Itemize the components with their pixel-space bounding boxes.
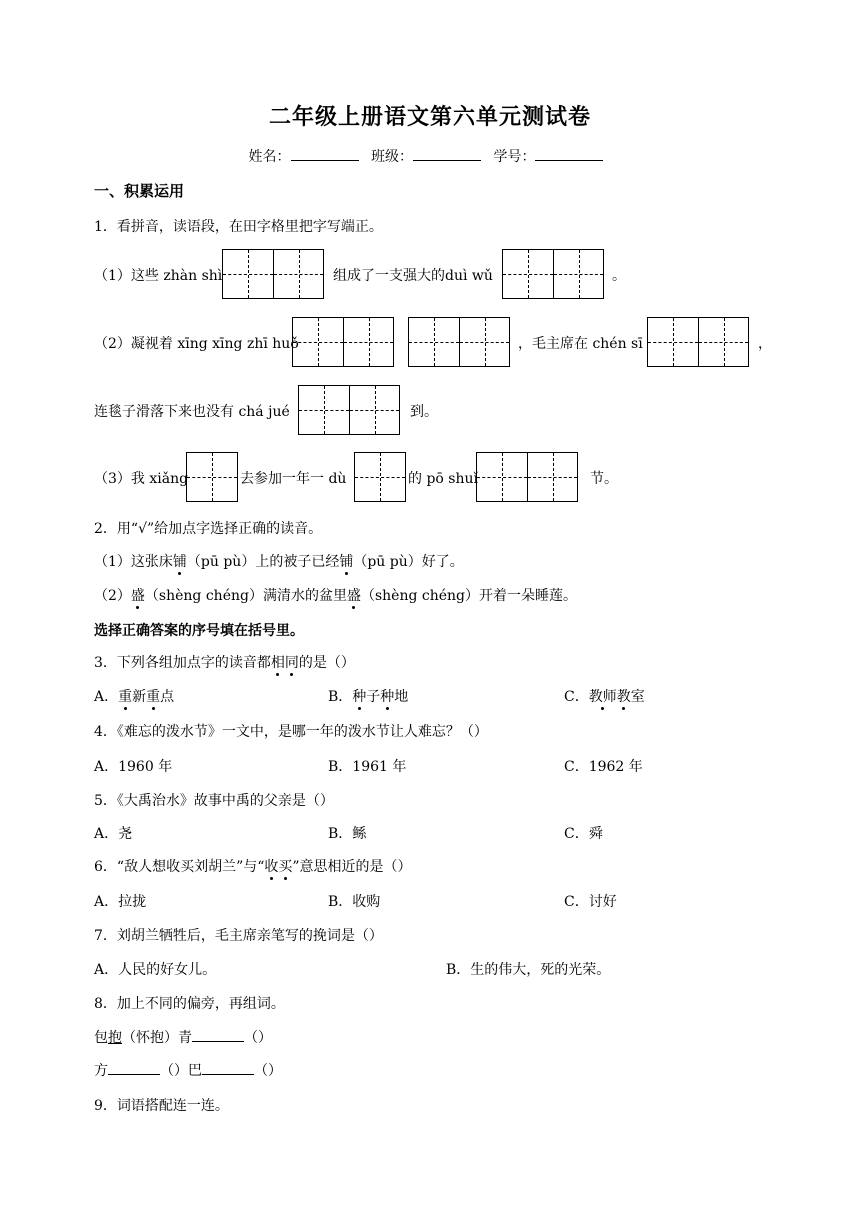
q1-p2-text-e: 到。 bbox=[410, 404, 438, 420]
q4-option-c[interactable]: C．1962 年 bbox=[564, 759, 643, 775]
dotted-char: 铺 bbox=[173, 551, 187, 571]
q1-p1-text-b: 组成了一支强大的duì wǔ bbox=[333, 268, 493, 284]
q1-p3-text-a: （3）我 xiǎng bbox=[94, 471, 189, 487]
name-blank[interactable] bbox=[291, 148, 359, 161]
question-3-stem: 3．下列各组加点字的读音都相同的是（） bbox=[94, 652, 355, 672]
q1-p2-text-b: ，毛主席在 chén sī bbox=[518, 336, 643, 352]
dotted-char: 盛 bbox=[347, 585, 361, 605]
class-label: 班级： bbox=[371, 149, 413, 165]
q7-option-b[interactable]: B．生的伟大，死的光荣。 bbox=[446, 962, 611, 978]
name-label: 姓名： bbox=[248, 149, 291, 165]
q8-line-2: 方 （）巴 （） bbox=[94, 1063, 282, 1079]
instruction: 选择正确答案的序号填在括号里。 bbox=[94, 623, 304, 639]
question-9-stem: 9．词语搭配连一连。 bbox=[94, 1098, 229, 1114]
section-heading: 一、积累运用 bbox=[94, 182, 185, 200]
number-label: 学号： bbox=[493, 149, 536, 165]
tianzige-zhihuo[interactable] bbox=[408, 317, 510, 367]
question-1-stem: 1．看拼音，读语段，在田字格里把字写端正。 bbox=[94, 219, 383, 235]
q5-option-b[interactable]: B．鲧 bbox=[328, 826, 367, 842]
question-6-stem: 6．“敌人想收买刘胡兰”与“收买”意思相近的是（） bbox=[94, 856, 412, 876]
answer-blank[interactable] bbox=[192, 1029, 244, 1042]
answer-blank[interactable] bbox=[108, 1062, 160, 1075]
tianzige-xingxing[interactable] bbox=[292, 317, 394, 367]
q1-p1-text-c: 。 bbox=[612, 268, 626, 284]
class-blank[interactable] bbox=[413, 148, 481, 161]
student-info bbox=[0, 146, 860, 166]
q3-option-a[interactable]: A．重新重点 bbox=[94, 686, 174, 706]
tianzige-chensi[interactable] bbox=[647, 317, 749, 367]
q2-line-2: （2）盛（shèng chéng）满清水的盆里盛（shèng chéng）开着一朵睡莲。 bbox=[94, 585, 577, 605]
question-4-stem: 4．《难忘的泼水节》一文中，是哪一年的泼水节让人难忘？（） bbox=[94, 724, 488, 740]
q5-option-c[interactable]: C．舜 bbox=[564, 826, 603, 842]
q1-p2-text-a: （2）凝视着 xīng xīng zhī huǒ bbox=[94, 336, 299, 352]
tianzige-zhanshi[interactable] bbox=[222, 249, 324, 299]
q8-line-1: 包抱（怀抱）青 （） bbox=[94, 1030, 272, 1046]
q1-p3-text-c: 的 pō shuǐ bbox=[408, 471, 478, 487]
q1-p1-text-a: （1）这些 zhàn shì bbox=[94, 268, 223, 284]
question-8-stem: 8．加上不同的偏旁，再组词。 bbox=[94, 996, 285, 1012]
tianzige-xiang[interactable] bbox=[186, 452, 238, 502]
page-title: 二年级上册语文第六单元测试卷 bbox=[268, 104, 591, 130]
q5-option-a[interactable]: A．尧 bbox=[94, 826, 133, 842]
q3-option-b[interactable]: B．种子种地 bbox=[328, 686, 408, 706]
number-blank[interactable] bbox=[535, 148, 603, 161]
q4-option-b[interactable]: B．1961 年 bbox=[328, 759, 407, 775]
q6-option-a[interactable]: A．拉拢 bbox=[94, 894, 147, 910]
question-7-stem: 7．刘胡兰牺牲后，毛主席亲笔写的挽词是（） bbox=[94, 928, 383, 944]
q1-p3-text-d: 节。 bbox=[590, 471, 618, 487]
tianzige-duiwu[interactable] bbox=[502, 249, 604, 299]
question-5-stem: 5．《大禹治水》故事中禹的父亲是（） bbox=[94, 793, 334, 809]
q6-option-c[interactable]: C．讨好 bbox=[564, 894, 617, 910]
dotted-char: 盛 bbox=[131, 585, 145, 605]
tianzige-poshui[interactable] bbox=[476, 452, 578, 502]
tianzige-du[interactable] bbox=[354, 452, 406, 502]
dotted-char: 铺 bbox=[339, 551, 353, 571]
q2-line-1: （1）这张床铺（pū pù）上的被子已经铺（pū pù）好了。 bbox=[94, 551, 464, 571]
q1-p3-text-b: 去参加一年一 dù bbox=[240, 471, 347, 487]
q7-option-a[interactable]: A．人民的好女儿。 bbox=[94, 962, 217, 978]
tianzige-chajue[interactable] bbox=[298, 385, 400, 435]
answer-blank[interactable] bbox=[202, 1062, 254, 1075]
q3-option-c[interactable]: C．教师教室 bbox=[564, 686, 645, 706]
q4-option-a[interactable]: A．1960 年 bbox=[94, 759, 173, 775]
q1-p2-text-c: ， bbox=[758, 336, 772, 352]
question-2-stem: 2．用“√”给加点字选择正确的读音。 bbox=[94, 521, 323, 537]
q1-p2-text-d: 连毯子滑落下来也没有 chá jué bbox=[94, 404, 290, 420]
q6-option-b[interactable]: B．收购 bbox=[328, 894, 381, 910]
